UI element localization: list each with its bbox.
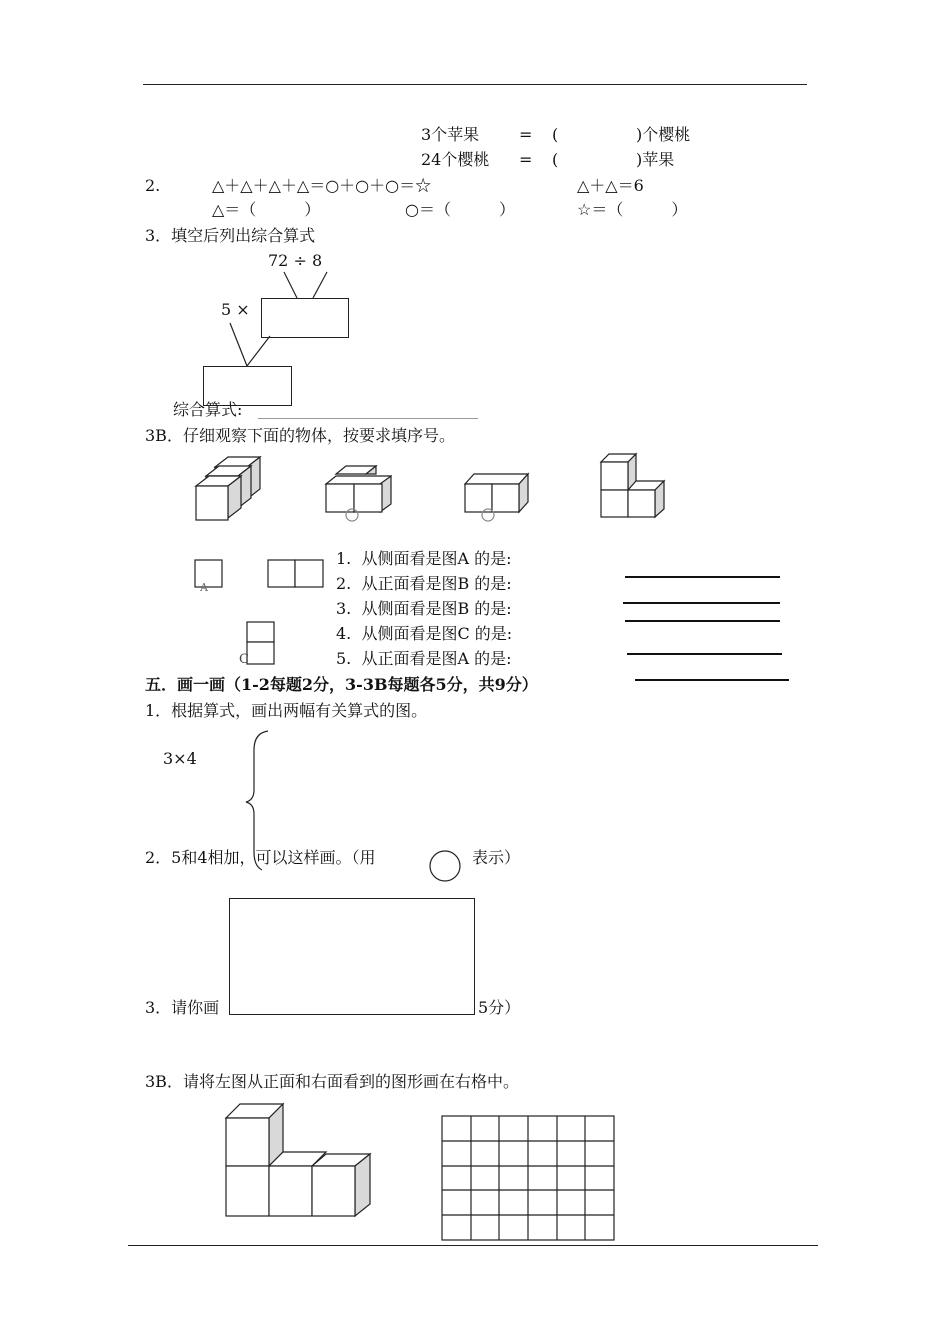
q2-answer-triangle: △＝（ ） [212,200,321,219]
q3b-question-3: 3. 从侧面看是图B 的是: [336,599,512,618]
answer-line-4[interactable] [627,653,782,655]
apple-paren-close: )个樱桃 [636,125,691,144]
q3b-question-5: 5. 从正面看是图A 的是: [336,649,512,668]
view-c-label: C [239,652,249,667]
q3-top-expression: 72 ÷ 8 [268,251,323,270]
answer-line-5[interactable] [635,679,789,681]
q3b-question-1: 1. 从侧面看是图A 的是: [336,549,512,568]
section5-title: 五．画一画（1-2每题2分，3-3B每题各5分，共9分） [145,675,538,694]
answer-grid [442,1116,614,1240]
answer-line-3[interactable] [625,620,780,622]
section5-q1: 1．根据算式，画出两幅有关算式的图。 [145,701,428,720]
section5-q3-left: 3．请你画 [145,998,220,1017]
section5-q2-after: 表示） [472,848,521,867]
cherry-text: 24个樱桃 [421,150,490,169]
cube-object-4 [601,454,664,517]
q2-equation2: △＋△＝6 [577,176,644,195]
q2-answer-star: ☆＝（ ） [577,200,688,219]
cube-object-2 [326,466,391,521]
q3b-question-4: 4. 从侧面看是图C 的是: [336,624,513,643]
view-a-label: A [200,581,208,594]
section5-q3b: 3B．请将左图从正面和右面看到的图形画在右格中。 [145,1072,519,1091]
q2-answer-circle: ○＝（ ） [405,200,515,219]
circle-symbol-icon [430,851,460,881]
q2-number: 2. [145,176,161,195]
section5-q1-expression: 3×4 [163,749,197,768]
drawing-box[interactable] [229,898,475,1015]
answer-line-1[interactable] [625,576,780,578]
q3-combined-label: 综合算式: [173,400,243,419]
footer-rule [128,1245,818,1246]
section5-q2-before: 2．5和4相加，可以这样画。（用 [145,848,376,867]
q3b-question-2: 2. 从正面看是图B 的是: [336,574,512,593]
apple-text: 3个苹果 [421,125,480,144]
view-b [268,560,323,587]
q3-connector-lines [230,272,327,366]
block-figure-3b [226,1104,370,1216]
cube-object-3 [465,474,528,521]
cherry-equals: = [519,150,533,169]
q2-equation: △＋△＋△＋△＝○＋○＋○＝☆ [212,176,432,195]
q3-multiply-expression: 5 × [221,300,250,319]
q3-title: 3．填空后列出综合算式 [145,226,316,245]
apple-equals: = [519,125,533,144]
answer-line-2[interactable] [623,602,780,604]
view-c [247,622,274,664]
cube-object-1 [196,457,260,520]
cherry-paren-open: ( [552,150,559,169]
cherry-paren-close: )苹果 [636,150,675,169]
apple-paren-open: ( [552,125,559,144]
section5-q3-right: 5分） [478,998,521,1017]
q3b-title: 3B．仔细观察下面的物体，按要求填序号。 [145,426,455,445]
